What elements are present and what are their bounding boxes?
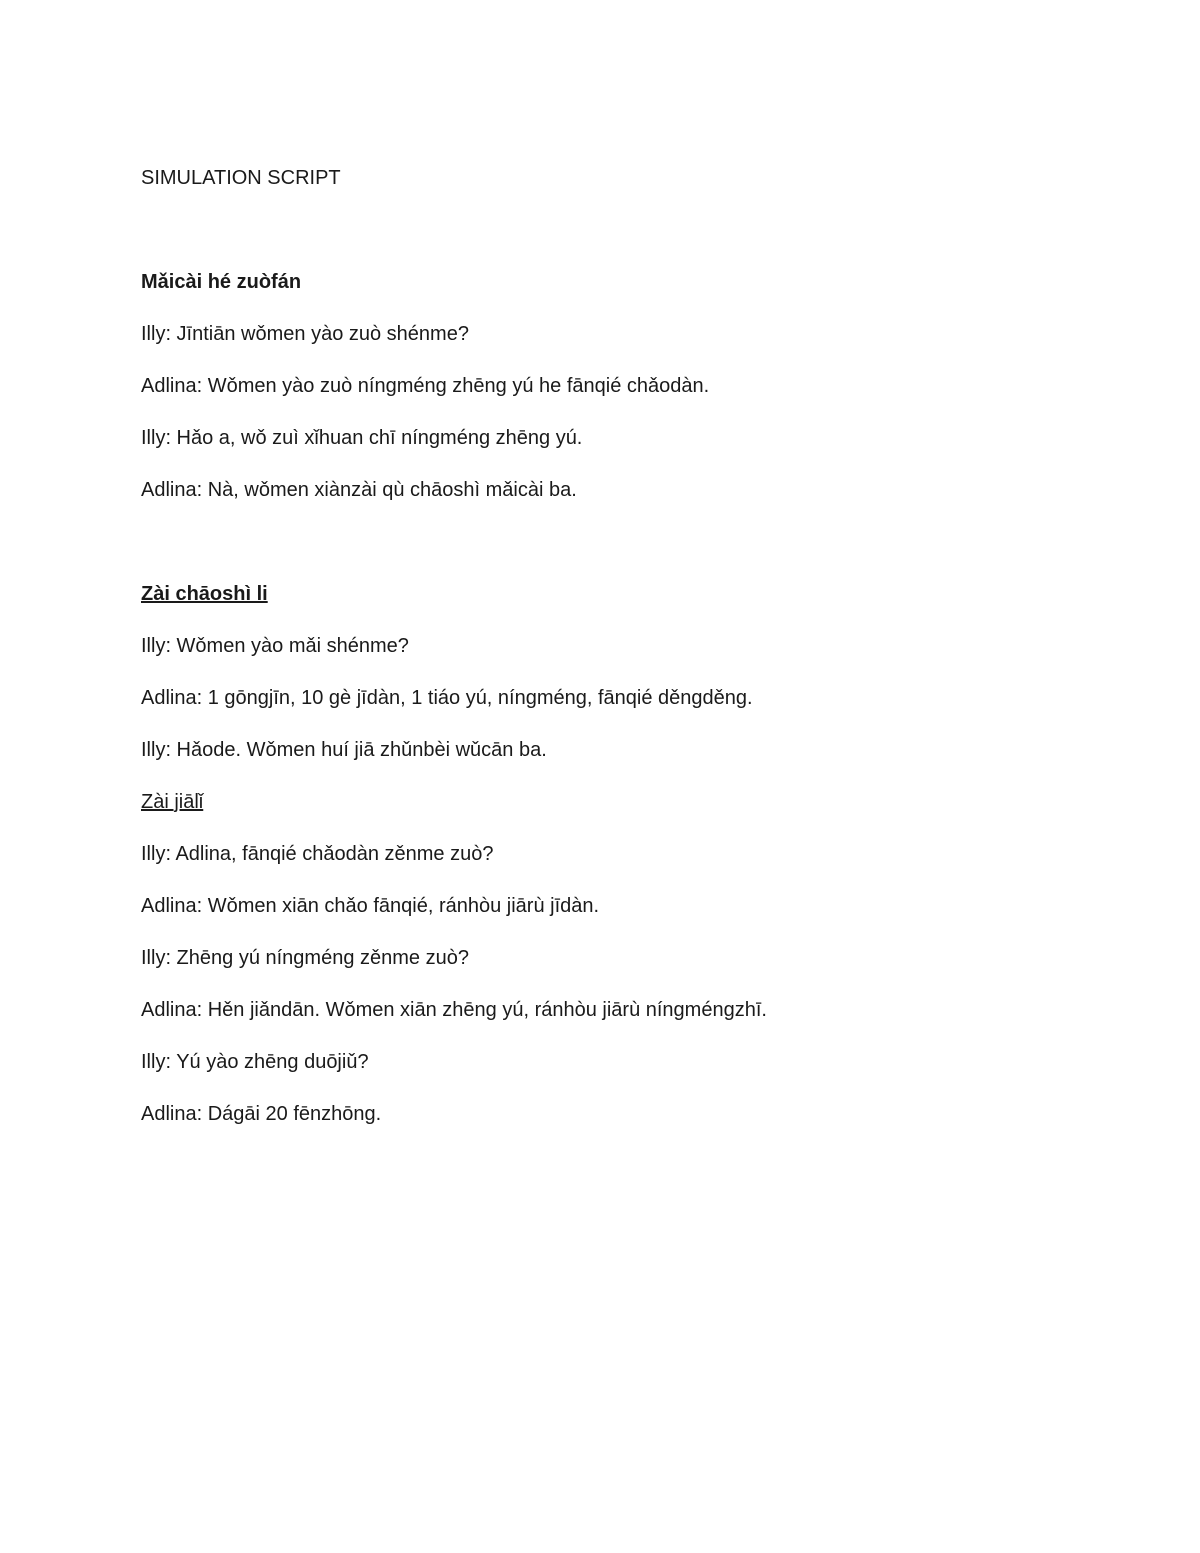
dialogue-line: Illy: Hǎode. Wǒmen huí jiā zhǔnbèi wǔcān ba. — [141, 739, 547, 761]
section-heading-at-home: Zài jiālǐ — [141, 791, 204, 813]
dialogue-line: Adlina: Dágāi 20 fēnzhōng. — [141, 1103, 382, 1125]
dialogue-line: Adlina: Nà, wǒmen xiànzài qù chāoshì mǎicài ba. — [141, 479, 577, 501]
dialogue-line: Illy: Jīntiān wǒmen yào zuò shénme? — [141, 323, 469, 345]
dialogue-line: Adlina: Hěn jiǎndān. Wǒmen xiān zhēng yú, ránhòu jiārù níngméngzhī. — [141, 999, 767, 1021]
dialogue-line: Adlina: 1 gōngjīn, 10 gè jīdàn, 1 tiáo yú, níngméng, fānqié děngděng. — [141, 687, 753, 709]
dialogue-line: Illy: Hǎo a, wǒ zuì xǐhuan chī níngméng zhēng yú. — [141, 427, 583, 449]
dialogue-line: Illy: Zhēng yú níngméng zěnme zuò? — [141, 947, 469, 969]
document-content — [141, 163, 1101, 1129]
dialogue-line: Illy: Wǒmen yào mǎi shénme? — [141, 635, 409, 657]
dialogue-line: Illy: Adlina, fānqié chǎodàn zěnme zuò? — [141, 843, 494, 865]
section-heading-shopping-and-cooking: Mǎicài hé zuòfán — [141, 271, 302, 293]
section-heading-supermarket: Zài chāoshì li — [141, 583, 268, 605]
dialogue-line: Adlina: Wǒmen xiān chǎo fānqié, ránhòu jiārù jīdàn. — [141, 895, 600, 917]
dialogue-line: Adlina: Wǒmen yào zuò níngméng zhēng yú he fānqié chǎodàn. — [141, 375, 710, 397]
document-title: SIMULATION SCRIPT — [141, 167, 341, 189]
dialogue-line: Illy: Yú yào zhēng duōjiǔ? — [141, 1051, 369, 1073]
